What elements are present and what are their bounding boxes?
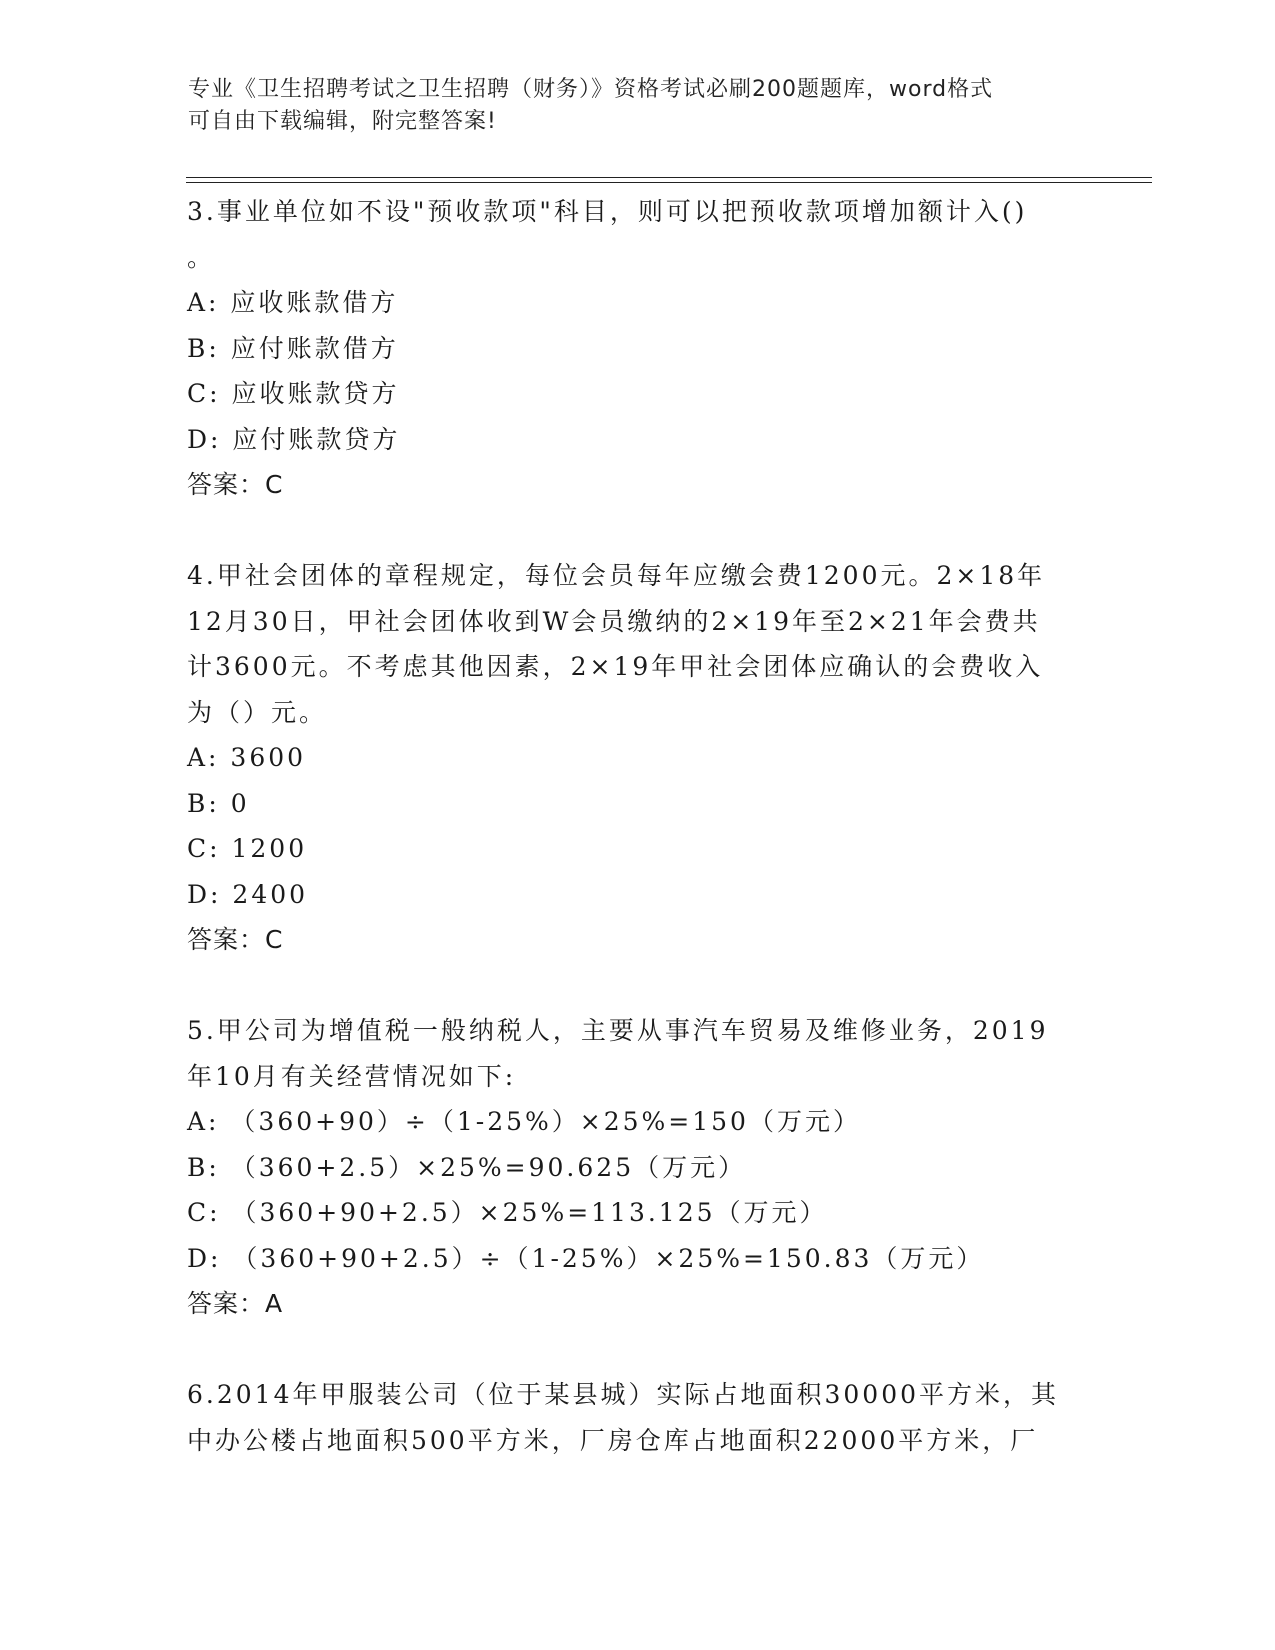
question-6 [187, 1372, 1087, 1463]
option-a: A: 3600 [187, 743, 307, 772]
option-a: A: 应收账款借方 [187, 288, 399, 317]
question-stem-line: 为（）元。 [187, 697, 328, 727]
option-c: C: 应收账款贷方 [187, 379, 400, 408]
question-stem-line: 4.甲社会团体的章程规定，每位会员每年应缴会费1200元。2×18年 [187, 561, 1046, 590]
header-divider-bottom [186, 182, 1152, 183]
question-stem-line: 中办公楼占地面积500平方米，厂房仓库占地面积22000平方米，厂 [187, 1425, 1039, 1455]
option-d: D: （360+90+2.5）÷（1-25%）×25%=150.83（万元） [187, 1243, 985, 1273]
question-4 [187, 553, 1087, 963]
option-b: B: （360+2.5）×25%=90.625（万元） [187, 1152, 747, 1182]
option-c: C: （360+90+2.5）×25%=113.125（万元） [187, 1198, 828, 1227]
question-stem-line: 3.事业单位如不设"预收款项"科目，则可以把预收款项增加额计入() [187, 197, 1028, 226]
question-stem-line: 计3600元。不考虑其他因素，2×19年甲社会团体应确认的会费收入 [187, 652, 1044, 681]
option-b: B: 0 [187, 788, 250, 818]
header-line-2: 可自由下载编辑，附完整答案! [188, 109, 497, 134]
option-b: B: 应付账款借方 [187, 333, 399, 363]
header-line-1: 专业《卫生招聘考试之卫生招聘（财务）》资格考试必刷200题题库，word格式 [188, 77, 994, 102]
question-spacer [187, 508, 1087, 554]
answer-label: 答案：C [187, 925, 284, 954]
answer-label: 答案：C [187, 470, 284, 499]
option-a: A: （360+90）÷（1-25%）×25%=150（万元） [187, 1107, 861, 1136]
question-3 [187, 189, 1087, 508]
option-d: D: 2400 [187, 879, 309, 909]
question-stem-line: 5.甲公司为增值税一般纳税人，主要从事汽车贸易及维修业务，2019 [187, 1016, 1049, 1045]
header-divider-top [186, 177, 1152, 178]
option-d: D: 应付账款贷方 [187, 424, 401, 454]
question-stem-line: 6.2014年甲服装公司（位于某县城）实际占地面积30000平方米，其 [187, 1380, 1060, 1409]
question-stem-line: 。 [187, 242, 216, 272]
question-stem-line: 年10月有关经营情况如下: [187, 1061, 517, 1091]
document-header [188, 74, 1068, 138]
option-c: C: 1200 [187, 834, 308, 863]
answer-label: 答案：A [187, 1289, 284, 1318]
question-stem-line: 12月30日，甲社会团体收到W会员缴纳的2×19年至2×21年会费共 [187, 606, 1041, 636]
question-spacer [187, 963, 1087, 1009]
question-list [187, 189, 1087, 1463]
question-5 [187, 1008, 1087, 1327]
question-spacer [187, 1327, 1087, 1373]
